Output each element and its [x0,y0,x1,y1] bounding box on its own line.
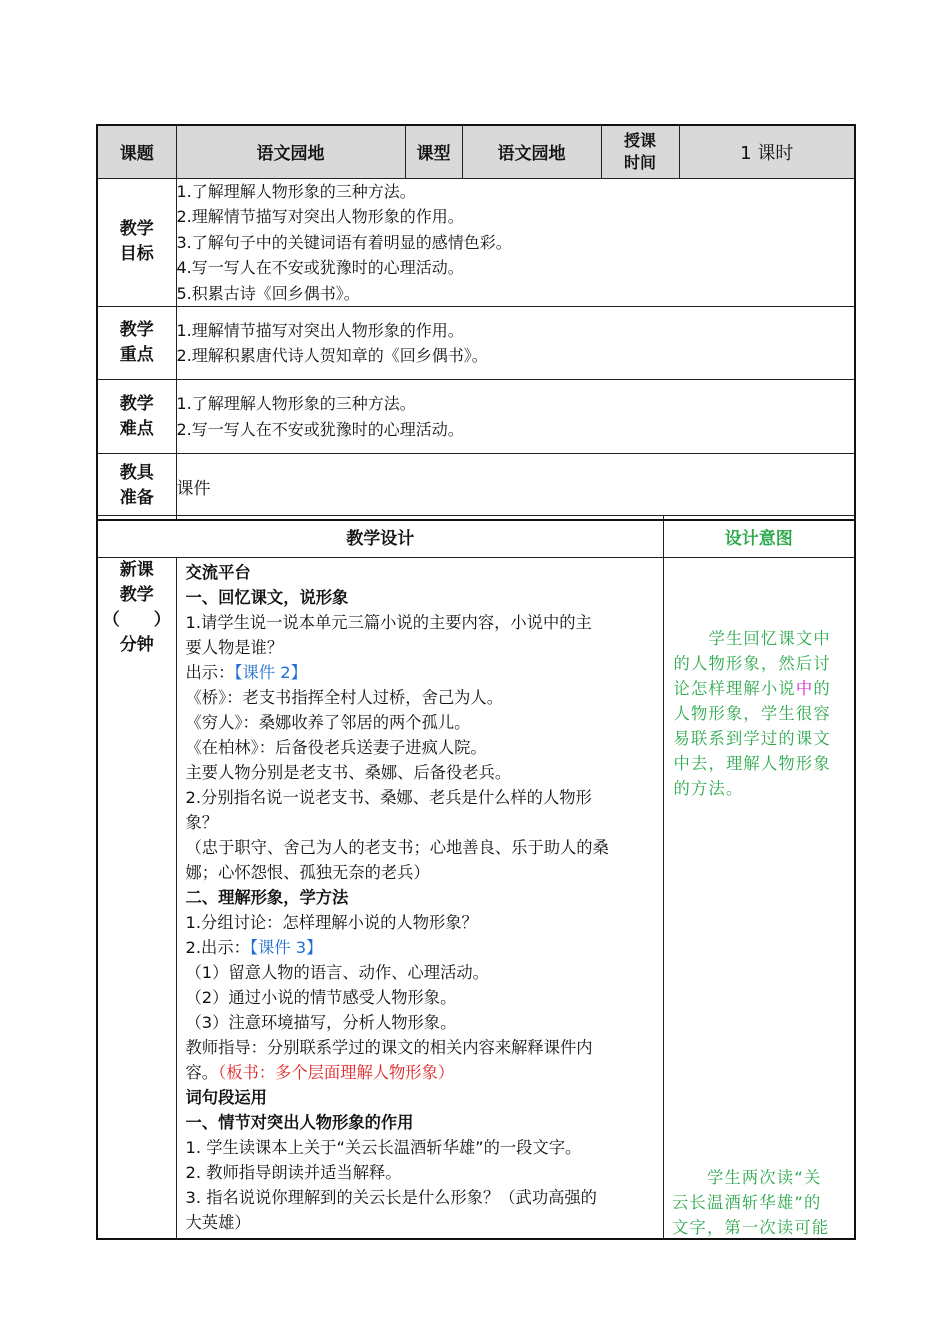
goal-item: 1.了解理解人物形象的三种方法。 [176,181,416,201]
topic-label: 课题 [97,125,176,178]
text-line: 《穷人》：桑娜收养了邻居的两个孤儿。 [185,713,471,732]
text-line: 1. 学生读课本上关于“关云长温酒斩华雄”的一段文字。 [185,1138,582,1157]
subsection-title: 一、情节对突出人物形象的作用 [185,1113,414,1132]
topic-value: 语文园地 [176,125,405,178]
text-line: 3. 指名说说你理解到的关云长是什么形象？（武功高强的 [185,1188,597,1207]
intent-line: 中去，理解人物形象 [673,754,831,773]
design-table [96,515,856,1240]
text-line: （1）留意人物的语言、动作、心理活动。 [185,963,489,982]
subsection-title: 一、回忆课文，说形象 [185,588,349,607]
intent-line: 论怎样理解小说中的 [673,679,831,698]
section-title: 词句段运用 [185,1088,267,1107]
section-title: 交流平台 [185,563,251,582]
text-line: 《在柏林》：后备役老兵送妻子进疯人院。 [185,738,487,757]
type-label: 课型 [405,125,462,178]
goals-label: 教学 目标 [97,178,176,307]
intent-line: 易联系到学过的课文 [673,729,831,748]
intent-line: 学生两次读“关 [672,1168,822,1187]
text-line: 2.出示：【课件 3】 [185,938,323,957]
subsection-title: 二、理解形象，学方法 [185,888,349,907]
courseware-tag: 【课件 2】 [234,663,307,682]
text-line: 1.请学生说一说本单元三篇小说的主要内容，小说中的主 [185,613,592,632]
text-line: （3）注意环境描写，分析人物形象。 [185,1013,457,1032]
text-line: 2. 教师指导朗读并适当解释。 [185,1163,402,1182]
design-body-row [97,558,855,1239]
period-label: 新课 教学 （ ） 分钟 [97,558,176,1239]
difficulties-row [97,380,855,454]
goal-item: 3.了解句子中的关键词语有着明显的感情色彩。 [176,232,512,252]
key-points-label: 教学 重点 [97,307,176,380]
tools-value: 课件 [176,454,855,520]
text-line: 大英雄） [185,1213,251,1232]
tools-label: 教具 准备 [97,454,176,520]
design-header-row [97,516,855,558]
key-point-item: 2.理解积累唐代诗人贺知章的《回乡偶书》。 [176,346,488,365]
header-row [97,125,855,178]
type-value: 语文园地 [462,125,601,178]
key-points-row [97,307,855,380]
intent-line: 的人物形象，然后讨 [673,654,831,673]
difficulty-item: 2.写一写人在不安或犹豫时的心理活动。 [176,419,464,439]
time-value: 1 课时 [679,125,855,178]
design-content [176,558,663,1239]
text-line: （2）通过小说的情节感受人物形象。 [185,988,457,1007]
intent-line: 的方法。 [673,779,744,798]
text-line: 象？ [185,813,219,832]
key-points-content [176,307,855,380]
intent-content [663,558,855,1239]
intent-line: 人物形象，学生很容 [673,704,831,723]
goals-row [97,178,855,307]
intent-header: 设计意图 [663,516,855,558]
goals-content [176,178,855,307]
lesson-plan-table [96,124,856,521]
time-label: 授课 时间 [601,125,679,178]
blackboard-note: （板书：多个层面理解人物形象） [218,1063,455,1082]
text-line: 出示：【课件 2】 [185,663,307,682]
text-line: 主要人物分别是老支书、桑娜、后备役老兵。 [185,763,512,782]
text-line: 要人物是谁？ [185,638,284,657]
intent-line: 云长温酒斩华雄”的 [672,1193,822,1212]
text-line: 《桥》：老支书指挥全村人过桥，舍己为人。 [185,688,503,707]
text-line: 教师指导：分别联系学过的课文的相关内容来解释课件内 [185,1038,593,1057]
courseware-tag: 【课件 3】 [249,938,323,957]
text-line: 娜；心怀怨恨、孤独无奈的老兵） [185,863,430,882]
goal-item: 2.理解情节描写对突出人物形象的作用。 [176,207,464,226]
text-line: 2.分别指名说一说老支书、桑娜、老兵是什么样的人物形 [185,788,592,807]
intent-line: 学生回忆课文中 [673,629,831,648]
difficulties-content [176,380,855,454]
difficulty-item: 1.了解理解人物形象的三种方法。 [176,394,416,413]
text-line: 1.分组讨论：怎样理解小说的人物形象？ [185,913,478,932]
text-line: （忠于职守、舍己为人的老支书；心地善良、乐于助人的桑 [185,838,609,857]
difficulties-label: 教学 难点 [97,380,176,454]
key-point-item: 1.理解情节描写对突出人物形象的作用。 [176,320,464,340]
goal-item: 5.积累古诗《回乡偶书》。 [176,283,360,303]
goal-item: 4.写一写人在不安或犹豫时的心理活动。 [176,258,464,277]
design-header: 教学设计 [97,516,663,558]
intent-second-block [672,1165,854,1240]
tools-row [97,454,855,520]
text-line: 容。（板书：多个层面理解人物形象） [185,1063,455,1082]
intent-line: 文字，第一次读可能 [672,1218,830,1237]
